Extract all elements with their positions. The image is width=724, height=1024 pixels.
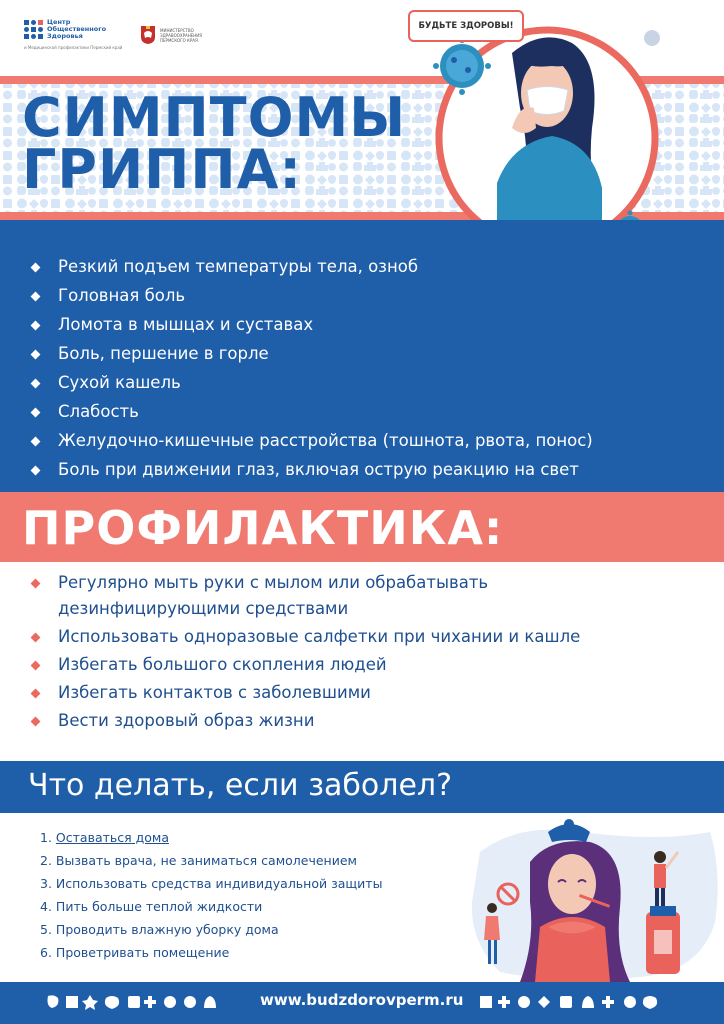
org1-subtitle: и Медицинской профилактики Пермский край [24, 45, 123, 50]
list-item: Избегать большого скопления людей [32, 652, 580, 678]
prevention-title: ПРОФИЛАКТИКА: [22, 501, 504, 555]
diamond-bullet-icon [31, 321, 41, 331]
list-item: Резкий подъем температуры тела, озноб [32, 252, 593, 281]
crest-icon [140, 25, 156, 45]
sick-title: Что делать, если заболел? [28, 768, 452, 803]
diamond-bullet-icon [31, 263, 41, 273]
woman-mask-illustration [402, 8, 724, 256]
ice-pack-icon [548, 819, 590, 842]
website-link[interactable]: www.budzdorovperm.ru [260, 991, 464, 1009]
list-item: 3. Использовать средства индивидуальной защиты [40, 876, 383, 891]
org1-name: Центр Общественного Здоровья [47, 18, 107, 40]
diamond-bullet-icon [31, 661, 41, 671]
list-item: Головная боль [32, 281, 593, 310]
symptoms-title-line2: ГРИППА: [22, 138, 302, 201]
symptoms-list [32, 252, 593, 484]
list-item: 5. Проводить влажную уборку дома [40, 922, 279, 937]
sick-woman-illustration [460, 812, 724, 982]
list-item: 2. Вызвать врача, не заниматься самолечением [40, 853, 357, 868]
dots-logo-icon [24, 20, 44, 40]
footer-shapes-right [478, 992, 678, 1012]
list-item: 1. Оставаться дома [40, 830, 169, 845]
list-item: Ломота в мышцах и суставах [32, 310, 593, 339]
footer-shapes-left [44, 992, 244, 1012]
diamond-bullet-icon [31, 408, 41, 418]
diamond-bullet-icon [31, 437, 41, 447]
prevention-list [32, 570, 580, 736]
diamond-bullet-icon [31, 689, 41, 699]
ministry-logo [140, 25, 220, 53]
list-item: Сухой кашель [32, 368, 593, 397]
diamond-bullet-icon [31, 466, 41, 476]
stay-home-link[interactable]: Оставаться дома [55, 830, 169, 845]
list-item: Боль при движении глаз, включая острую реакцию на свет [32, 455, 593, 484]
diamond-bullet-icon [31, 579, 41, 589]
bubble-text: БУДЬТЕ ЗДОРОВЫ! [418, 21, 514, 31]
symptoms-title [22, 86, 407, 201]
list-item: Избегать контактов с заболевшими [32, 680, 580, 706]
diamond-bullet-icon [31, 379, 41, 389]
diamond-bullet-icon [31, 350, 41, 360]
list-item: 6. Проветривать помещение [40, 945, 230, 960]
org2-name: МИНИСТЕРСТВО ЗДРАВООХРАНЕНИЯ ПЕРМСКОГО КРАЯ [160, 28, 203, 43]
steps-list [40, 826, 382, 964]
list-item: Использовать одноразовые салфетки при чихании и кашле [32, 624, 580, 650]
virus-top-right-icon [644, 30, 660, 46]
diamond-bullet-icon [31, 633, 41, 643]
diamond-bullet-icon [31, 717, 41, 727]
list-item: Слабость [32, 397, 593, 426]
list-item: Регулярно мыть руки с мылом или обрабатывать дезинфицирующими средствами [32, 570, 580, 622]
pill-bottle-icon [646, 906, 680, 974]
list-item: Вести здоровый образ жизни [32, 708, 580, 734]
speech-bubble [408, 10, 524, 42]
list-item: 4. Пить больше теплой жидкости [40, 899, 263, 914]
diamond-bullet-icon [31, 292, 41, 302]
public-health-center-logo [24, 18, 134, 58]
list-item: Желудочно-кишечные расстройства (тошнота, рвота, понос) [32, 426, 593, 455]
symptoms-title-line1: СИМПТОМЫ [22, 86, 407, 149]
list-item: Боль, першение в горле [32, 339, 593, 368]
